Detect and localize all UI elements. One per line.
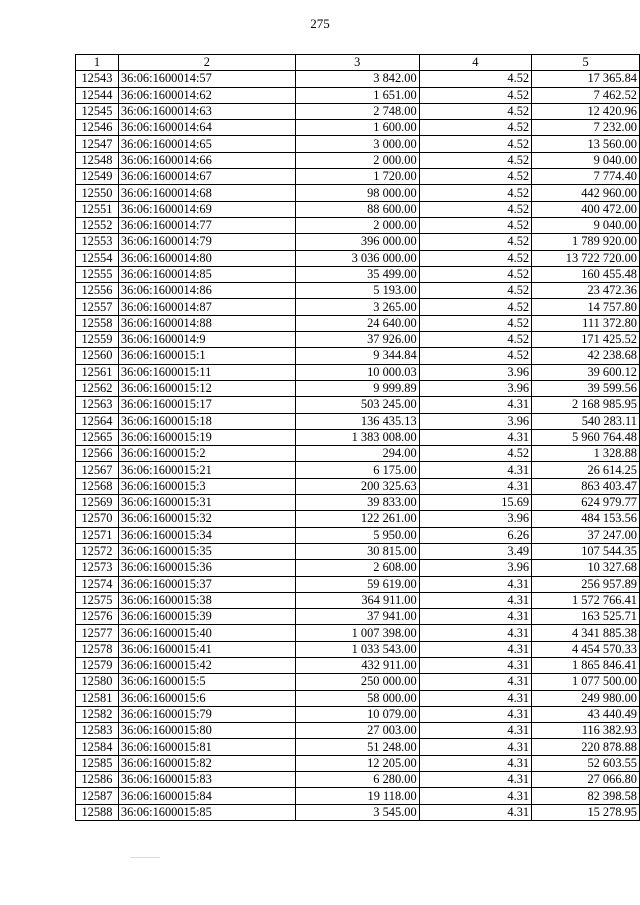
- area-cell: 294.00: [295, 446, 419, 462]
- column-header-5: 5: [532, 55, 640, 71]
- cadastral-number-cell: 36:06:1600014:88: [118, 315, 295, 331]
- value-cell: 160 455.48: [532, 266, 640, 282]
- cadastral-number-cell: 36:06:1600015:41: [118, 641, 295, 657]
- row-number-cell: 12580: [76, 674, 119, 690]
- cadastral-table: [75, 54, 640, 821]
- value-cell: 9 040.00: [532, 217, 640, 233]
- area-cell: 10 079.00: [295, 706, 419, 722]
- cadastral-number-cell: 36:06:1600015:38: [118, 592, 295, 608]
- row-number-cell: 12581: [76, 690, 119, 706]
- area-cell: 250 000.00: [295, 674, 419, 690]
- column-header-2: 2: [118, 55, 295, 71]
- cadastral-number-cell: 36:06:1600015:2: [118, 446, 295, 462]
- table-row: [76, 169, 640, 185]
- table-row: [76, 511, 640, 527]
- cadastral-number-cell: 36:06:1600015:32: [118, 511, 295, 527]
- cadastral-number-cell: 36:06:1600015:34: [118, 527, 295, 543]
- column-header-1: 1: [76, 55, 119, 71]
- area-cell: 27 003.00: [295, 723, 419, 739]
- area-cell: 2 000.00: [295, 152, 419, 168]
- table-row: [76, 527, 640, 543]
- table-row: [76, 87, 640, 103]
- rate-cell: 4.31: [419, 755, 531, 771]
- value-cell: 14 757.80: [532, 299, 640, 315]
- row-number-cell: 12548: [76, 152, 119, 168]
- area-cell: 136 435.13: [295, 413, 419, 429]
- row-number-cell: 12557: [76, 299, 119, 315]
- cadastral-number-cell: 36:06:1600015:37: [118, 576, 295, 592]
- rate-cell: 4.52: [419, 217, 531, 233]
- area-cell: 364 911.00: [295, 592, 419, 608]
- area-cell: 39 833.00: [295, 495, 419, 511]
- table-row: [76, 609, 640, 625]
- value-cell: 13 722 720.00: [532, 250, 640, 266]
- value-cell: 1 572 766.41: [532, 592, 640, 608]
- table-row: [76, 413, 640, 429]
- table-row: [76, 348, 640, 364]
- area-cell: 3 842.00: [295, 71, 419, 87]
- value-cell: 111 372.80: [532, 315, 640, 331]
- table-row: [76, 120, 640, 136]
- table-row: [76, 185, 640, 201]
- value-cell: 4 454 570.33: [532, 641, 640, 657]
- table-row: [76, 332, 640, 348]
- table-row: [76, 217, 640, 233]
- table-row: [76, 364, 640, 380]
- rate-cell: 4.52: [419, 185, 531, 201]
- cadastral-number-cell: 36:06:1600015:31: [118, 495, 295, 511]
- area-cell: 10 000.03: [295, 364, 419, 380]
- value-cell: 256 957.89: [532, 576, 640, 592]
- table-row: [76, 462, 640, 478]
- rate-cell: 4.31: [419, 739, 531, 755]
- rate-cell: 4.52: [419, 250, 531, 266]
- page-number: 275: [310, 16, 330, 31]
- value-cell: 171 425.52: [532, 332, 640, 348]
- value-cell: 540 283.11: [532, 413, 640, 429]
- cadastral-number-cell: 36:06:1600015:85: [118, 804, 295, 820]
- table-row: [76, 136, 640, 152]
- value-cell: 39 600.12: [532, 364, 640, 380]
- table-row: [76, 657, 640, 673]
- value-cell: 37 247.00: [532, 527, 640, 543]
- cadastral-number-cell: 36:06:1600014:77: [118, 217, 295, 233]
- row-number-cell: 12556: [76, 283, 119, 299]
- value-cell: 23 472.36: [532, 283, 640, 299]
- row-number-cell: 12587: [76, 788, 119, 804]
- cadastral-number-cell: 36:06:1600014:65: [118, 136, 295, 152]
- rate-cell: 4.52: [419, 103, 531, 119]
- cadastral-number-cell: 36:06:1600015:5: [118, 674, 295, 690]
- cadastral-number-cell: 36:06:1600015:79: [118, 706, 295, 722]
- cadastral-number-cell: 36:06:1600015:83: [118, 772, 295, 788]
- value-cell: 1 077 500.00: [532, 674, 640, 690]
- table-row: [76, 283, 640, 299]
- cadastral-number-cell: 36:06:1600014:87: [118, 299, 295, 315]
- value-cell: 82 398.58: [532, 788, 640, 804]
- value-cell: 27 066.80: [532, 772, 640, 788]
- area-cell: 1 033 543.00: [295, 641, 419, 657]
- cadastral-number-cell: 36:06:1600015:19: [118, 429, 295, 445]
- table-row: [76, 641, 640, 657]
- table-row: [76, 560, 640, 576]
- area-cell: 1 007 398.00: [295, 625, 419, 641]
- area-cell: 19 118.00: [295, 788, 419, 804]
- value-cell: 863 403.47: [532, 478, 640, 494]
- value-cell: 26 614.25: [532, 462, 640, 478]
- area-cell: 396 000.00: [295, 234, 419, 250]
- cadastral-number-cell: 36:06:1600015:18: [118, 413, 295, 429]
- table-row: [76, 592, 640, 608]
- value-cell: 107 544.35: [532, 543, 640, 559]
- cadastral-number-cell: 36:06:1600015:17: [118, 397, 295, 413]
- area-cell: 1 383 008.00: [295, 429, 419, 445]
- row-number-cell: 12555: [76, 266, 119, 282]
- row-number-cell: 12572: [76, 543, 119, 559]
- row-number-cell: 12571: [76, 527, 119, 543]
- table-row: [76, 788, 640, 804]
- row-number-cell: 12561: [76, 364, 119, 380]
- rate-cell: 4.31: [419, 641, 531, 657]
- cadastral-number-cell: 36:06:1600015:6: [118, 690, 295, 706]
- rate-cell: 15.69: [419, 495, 531, 511]
- area-cell: 432 911.00: [295, 657, 419, 673]
- area-cell: 37 926.00: [295, 332, 419, 348]
- rate-cell: 4.31: [419, 592, 531, 608]
- rate-cell: 4.52: [419, 299, 531, 315]
- rate-cell: 3.96: [419, 560, 531, 576]
- table-row: [76, 772, 640, 788]
- table-row: [76, 234, 640, 250]
- row-number-cell: 12544: [76, 87, 119, 103]
- value-cell: 5 960 764.48: [532, 429, 640, 445]
- cadastral-number-cell: 36:06:1600014:67: [118, 169, 295, 185]
- row-number-cell: 12588: [76, 804, 119, 820]
- cadastral-number-cell: 36:06:1600015:40: [118, 625, 295, 641]
- rate-cell: 4.31: [419, 788, 531, 804]
- table-row: [76, 397, 640, 413]
- table-row: [76, 723, 640, 739]
- cadastral-number-cell: 36:06:1600014:80: [118, 250, 295, 266]
- row-number-cell: 12585: [76, 755, 119, 771]
- row-number-cell: 12566: [76, 446, 119, 462]
- value-cell: 1 865 846.41: [532, 657, 640, 673]
- table-row: [76, 576, 640, 592]
- area-cell: 2 000.00: [295, 217, 419, 233]
- table-row: [76, 250, 640, 266]
- rate-cell: 6.26: [419, 527, 531, 543]
- rate-cell: 4.52: [419, 201, 531, 217]
- area-cell: 1 651.00: [295, 87, 419, 103]
- table-header-row: [76, 55, 640, 71]
- rate-cell: 3.96: [419, 380, 531, 396]
- table-row: [76, 495, 640, 511]
- rate-cell: 4.31: [419, 804, 531, 820]
- row-number-cell: 12563: [76, 397, 119, 413]
- value-cell: 10 327.68: [532, 560, 640, 576]
- row-number-cell: 12576: [76, 609, 119, 625]
- cadastral-number-cell: 36:06:1600015:42: [118, 657, 295, 673]
- row-number-cell: 12584: [76, 739, 119, 755]
- rate-cell: 4.31: [419, 706, 531, 722]
- row-number-cell: 12545: [76, 103, 119, 119]
- rate-cell: 4.31: [419, 657, 531, 673]
- rate-cell: 4.31: [419, 462, 531, 478]
- table-row: [76, 625, 640, 641]
- cadastral-number-cell: 36:06:1600014:62: [118, 87, 295, 103]
- row-number-cell: 12582: [76, 706, 119, 722]
- row-number-cell: 12549: [76, 169, 119, 185]
- area-cell: 3 036 000.00: [295, 250, 419, 266]
- rate-cell: 4.52: [419, 315, 531, 331]
- cadastral-number-cell: 36:06:1600015:11: [118, 364, 295, 380]
- row-number-cell: 12560: [76, 348, 119, 364]
- rate-cell: 4.52: [419, 169, 531, 185]
- value-cell: 442 960.00: [532, 185, 640, 201]
- table-row: [76, 446, 640, 462]
- table-row: [76, 266, 640, 282]
- rate-cell: 4.52: [419, 71, 531, 87]
- row-number-cell: 12575: [76, 592, 119, 608]
- rate-cell: 4.52: [419, 348, 531, 364]
- area-cell: 6 280.00: [295, 772, 419, 788]
- value-cell: 17 365.84: [532, 71, 640, 87]
- row-number-cell: 12568: [76, 478, 119, 494]
- cadastral-number-cell: 36:06:1600015:35: [118, 543, 295, 559]
- table-row: [76, 71, 640, 87]
- area-cell: 1 600.00: [295, 120, 419, 136]
- row-number-cell: 12577: [76, 625, 119, 641]
- rate-cell: 4.31: [419, 478, 531, 494]
- table-row: [76, 739, 640, 755]
- area-cell: 6 175.00: [295, 462, 419, 478]
- value-cell: 1 789 920.00: [532, 234, 640, 250]
- row-number-cell: 12551: [76, 201, 119, 217]
- row-number-cell: 12567: [76, 462, 119, 478]
- rate-cell: 4.31: [419, 674, 531, 690]
- rate-cell: 4.52: [419, 120, 531, 136]
- area-cell: 9 344.84: [295, 348, 419, 364]
- area-cell: 3 545.00: [295, 804, 419, 820]
- table-row: [76, 804, 640, 820]
- row-number-cell: 12547: [76, 136, 119, 152]
- area-cell: 5 193.00: [295, 283, 419, 299]
- area-cell: 35 499.00: [295, 266, 419, 282]
- row-number-cell: 12552: [76, 217, 119, 233]
- rate-cell: 4.52: [419, 266, 531, 282]
- row-number-cell: 12550: [76, 185, 119, 201]
- cadastral-number-cell: 36:06:1600014:64: [118, 120, 295, 136]
- area-cell: 98 000.00: [295, 185, 419, 201]
- row-number-cell: 12586: [76, 772, 119, 788]
- rate-cell: 4.52: [419, 234, 531, 250]
- row-number-cell: 12569: [76, 495, 119, 511]
- row-number-cell: 12562: [76, 380, 119, 396]
- table-row: [76, 201, 640, 217]
- area-cell: 9 999.89: [295, 380, 419, 396]
- cadastral-number-cell: 36:06:1600014:69: [118, 201, 295, 217]
- value-cell: 7 774.40: [532, 169, 640, 185]
- cadastral-number-cell: 36:06:1600014:9: [118, 332, 295, 348]
- cadastral-number-cell: 36:06:1600014:68: [118, 185, 295, 201]
- value-cell: 7 232.00: [532, 120, 640, 136]
- cadastral-number-cell: 36:06:1600015:80: [118, 723, 295, 739]
- cadastral-number-cell: 36:06:1600014:57: [118, 71, 295, 87]
- cadastral-number-cell: 36:06:1600014:66: [118, 152, 295, 168]
- area-cell: 2 608.00: [295, 560, 419, 576]
- area-cell: 3 265.00: [295, 299, 419, 315]
- cadastral-number-cell: 36:06:1600015:36: [118, 560, 295, 576]
- table-row: [76, 543, 640, 559]
- row-number-cell: 12583: [76, 723, 119, 739]
- cadastral-number-cell: 36:06:1600014:86: [118, 283, 295, 299]
- value-cell: 52 603.55: [532, 755, 640, 771]
- table-row: [76, 478, 640, 494]
- area-cell: 200 325.63: [295, 478, 419, 494]
- table-row: [76, 429, 640, 445]
- value-cell: 43 440.49: [532, 706, 640, 722]
- value-cell: 4 341 885.38: [532, 625, 640, 641]
- value-cell: 624 979.77: [532, 495, 640, 511]
- area-cell: 37 941.00: [295, 609, 419, 625]
- rate-cell: 4.31: [419, 690, 531, 706]
- value-cell: 9 040.00: [532, 152, 640, 168]
- area-cell: 2 748.00: [295, 103, 419, 119]
- area-cell: 51 248.00: [295, 739, 419, 755]
- value-cell: 2 168 985.95: [532, 397, 640, 413]
- rate-cell: 4.52: [419, 152, 531, 168]
- column-header-4: 4: [419, 55, 531, 71]
- row-number-cell: 12565: [76, 429, 119, 445]
- cadastral-number-cell: 36:06:1600014:85: [118, 266, 295, 282]
- area-cell: 58 000.00: [295, 690, 419, 706]
- cadastral-number-cell: 36:06:1600015:1: [118, 348, 295, 364]
- table-row: [76, 674, 640, 690]
- area-cell: 5 950.00: [295, 527, 419, 543]
- value-cell: 15 278.95: [532, 804, 640, 820]
- row-number-cell: 12579: [76, 657, 119, 673]
- rate-cell: 3.96: [419, 413, 531, 429]
- rate-cell: 3.96: [419, 511, 531, 527]
- area-cell: 122 261.00: [295, 511, 419, 527]
- rate-cell: 4.52: [419, 446, 531, 462]
- rate-cell: 4.31: [419, 429, 531, 445]
- row-number-cell: 12573: [76, 560, 119, 576]
- cadastral-number-cell: 36:06:1600015:21: [118, 462, 295, 478]
- value-cell: 12 420.96: [532, 103, 640, 119]
- value-cell: 220 878.88: [532, 739, 640, 755]
- row-number-cell: 12570: [76, 511, 119, 527]
- value-cell: 39 599.56: [532, 380, 640, 396]
- value-cell: 400 472.00: [532, 201, 640, 217]
- value-cell: 42 238.68: [532, 348, 640, 364]
- cadastral-number-cell: 36:06:1600014:79: [118, 234, 295, 250]
- scan-mark: [130, 857, 160, 858]
- cadastral-number-cell: 36:06:1600014:63: [118, 103, 295, 119]
- row-number-cell: 12558: [76, 315, 119, 331]
- cadastral-number-cell: 36:06:1600015:82: [118, 755, 295, 771]
- table-row: [76, 380, 640, 396]
- table-row: [76, 152, 640, 168]
- rate-cell: 4.31: [419, 772, 531, 788]
- value-cell: 249 980.00: [532, 690, 640, 706]
- row-number-cell: 12543: [76, 71, 119, 87]
- rate-cell: 3.49: [419, 543, 531, 559]
- rate-cell: 4.52: [419, 87, 531, 103]
- rate-cell: 4.52: [419, 332, 531, 348]
- value-cell: 1 328.88: [532, 446, 640, 462]
- column-header-3: 3: [295, 55, 419, 71]
- rate-cell: 4.52: [419, 283, 531, 299]
- area-cell: 88 600.00: [295, 201, 419, 217]
- area-cell: 503 245.00: [295, 397, 419, 413]
- value-cell: 13 560.00: [532, 136, 640, 152]
- table-row: [76, 103, 640, 119]
- table-row: [76, 299, 640, 315]
- row-number-cell: 12559: [76, 332, 119, 348]
- rate-cell: 4.31: [419, 397, 531, 413]
- row-number-cell: 12578: [76, 641, 119, 657]
- value-cell: 7 462.52: [532, 87, 640, 103]
- area-cell: 1 720.00: [295, 169, 419, 185]
- rate-cell: 4.31: [419, 576, 531, 592]
- table-row: [76, 690, 640, 706]
- cadastral-number-cell: 36:06:1600015:84: [118, 788, 295, 804]
- table-body: [76, 71, 640, 821]
- row-number-cell: 12564: [76, 413, 119, 429]
- table-row: [76, 755, 640, 771]
- area-cell: 3 000.00: [295, 136, 419, 152]
- cadastral-number-cell: 36:06:1600015:39: [118, 609, 295, 625]
- row-number-cell: 12554: [76, 250, 119, 266]
- area-cell: 59 619.00: [295, 576, 419, 592]
- rate-cell: 4.31: [419, 625, 531, 641]
- value-cell: 116 382.93: [532, 723, 640, 739]
- area-cell: 24 640.00: [295, 315, 419, 331]
- rate-cell: 4.31: [419, 723, 531, 739]
- row-number-cell: 12553: [76, 234, 119, 250]
- area-cell: 12 205.00: [295, 755, 419, 771]
- rate-cell: 4.31: [419, 609, 531, 625]
- row-number-cell: 12574: [76, 576, 119, 592]
- area-cell: 30 815.00: [295, 543, 419, 559]
- cadastral-number-cell: 36:06:1600015:12: [118, 380, 295, 396]
- rate-cell: 3.96: [419, 364, 531, 380]
- rate-cell: 4.52: [419, 136, 531, 152]
- row-number-cell: 12546: [76, 120, 119, 136]
- value-cell: 484 153.56: [532, 511, 640, 527]
- value-cell: 163 525.71: [532, 609, 640, 625]
- cadastral-number-cell: 36:06:1600015:81: [118, 739, 295, 755]
- table-row: [76, 706, 640, 722]
- table-row: [76, 315, 640, 331]
- cadastral-number-cell: 36:06:1600015:3: [118, 478, 295, 494]
